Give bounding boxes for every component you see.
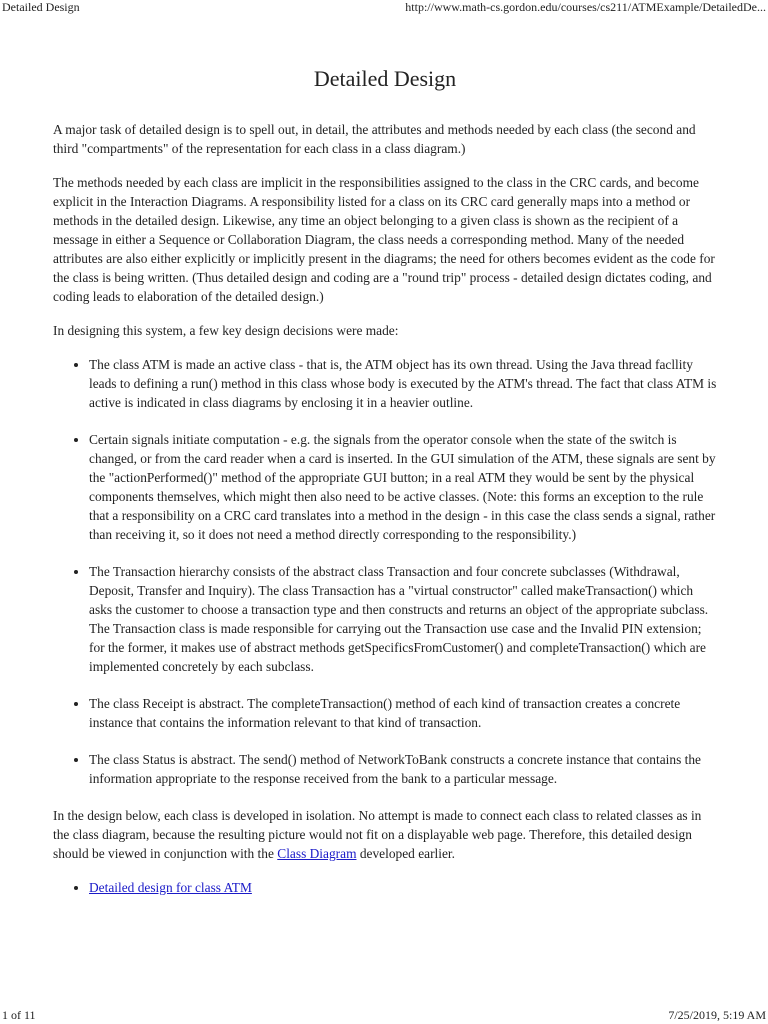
list-item [89, 878, 717, 897]
print-header-url: http://www.math-cs.gordon.edu/courses/cs211/ATMExample/DetailedDe... [405, 0, 766, 14]
list-item: • The class Receipt is abstract. The completeTransaction() method of each kind of transaction creates a concrete instance that contains the information relevant to that kind of transaction. [89, 694, 717, 732]
intro-paragraph: A major task of detailed design is to spell out, in detail, the attributes and methods needed by each class (the second and third "compartments" of the representation for each class in a class diagram.) [53, 122, 696, 156]
list-item: • The Transaction hierarchy consists of the abstract class Transaction and four concrete subclasses (Withdrawal, Deposit, Transfer and Inquiry). The class Transaction has a "virtual constructor" called makeTransaction() which asks the customer to choose a transaction type and then constructs and returns an object of the appropriate subclass. The Transaction class is made responsible for carrying out the Transaction use case and the Invalid PIN extension; for the former, it makes use of abstract methods getSpecificsFromCustomer() and completeTransaction() which are implemented concretely by each subclass. [89, 562, 717, 676]
print-header-title: Detailed Design [2, 0, 80, 14]
list-item: • Certain signals initiate computation - e.g. the signals from the operator console when the state of the switch is changed, or from the card reader when a card is inserted. In the GUI simulation of the ATM, these signals are sent by the "actionPerformed()" method of the appropriate GUI button; in a real ATM they would be sent by the physical components themselves, which might then also need to be active classes. (Note: this forms an exception to the rule that a responsibility on a CRC card translates into a method in the design - in this case the class sends a signal, rather than receiving it, so it does not need a method directly corresponding to the responsibility.) [89, 430, 717, 544]
list-item: • The class ATM is made an active class - that is, the ATM object has its own thread. Using the Java thread facllity leads to defining a run() method in this class whose body is executed by the ATM's thread. The fact that class ATM is active is indicated in class diagrams by enclosing it in a heavier outline. [89, 355, 717, 412]
conjunction-text: In the design below, each class is developed in isolation. No attempt is made to connect each class to related classes as in the class diagram, because the resulting picture would not fit on a displayable web page. Therefore, this detailed design should be viewed in conjunction with the [53, 808, 702, 861]
conjunction-text-end: developed earlier. [356, 846, 456, 861]
page-number: 1 of 11 [2, 1008, 36, 1022]
print-timestamp: 7/25/2019, 5:19 AM [668, 1008, 766, 1022]
page-title: Detailed Design [313, 66, 457, 91]
atm-design-link[interactable]: Detailed design for class ATM [89, 880, 252, 895]
document-body [53, 64, 717, 915]
class-links-list [53, 878, 717, 897]
list-item: • The class Status is abstract. The send() method of NetworkToBank constructs a concrete instance that contains the information appropriate to the response received from the bank to a particular message. [89, 750, 717, 788]
conjunction-paragraph [53, 806, 717, 863]
methods-paragraph: The methods needed by each class are implicit in the responsibilities assigned to the class in the CRC cards, and become explicit in the Interaction Diagrams. A responsibility listed for a class on its CRC card generally maps into a method or methods in the detailed design. Likewise, any time an object belonging to a given class is shown as the recipient of a message in either a Sequence or Collaboration Diagram, the class needs a corresponding method. Many of the needed attributes are also either explicitly or implicitly present in the diagrams; the need for others becomes evident as the code for the class is being written. (Thus detailed design and coding are a "round trip" process - detailed design dictates coding, and coding leads to elaboration of the detailed design.) [53, 175, 715, 304]
class-diagram-link[interactable]: Class Diagram [277, 846, 357, 861]
design-decisions-list [53, 355, 717, 788]
decisions-intro: In designing this system, a few key design decisions were made: [53, 323, 399, 338]
